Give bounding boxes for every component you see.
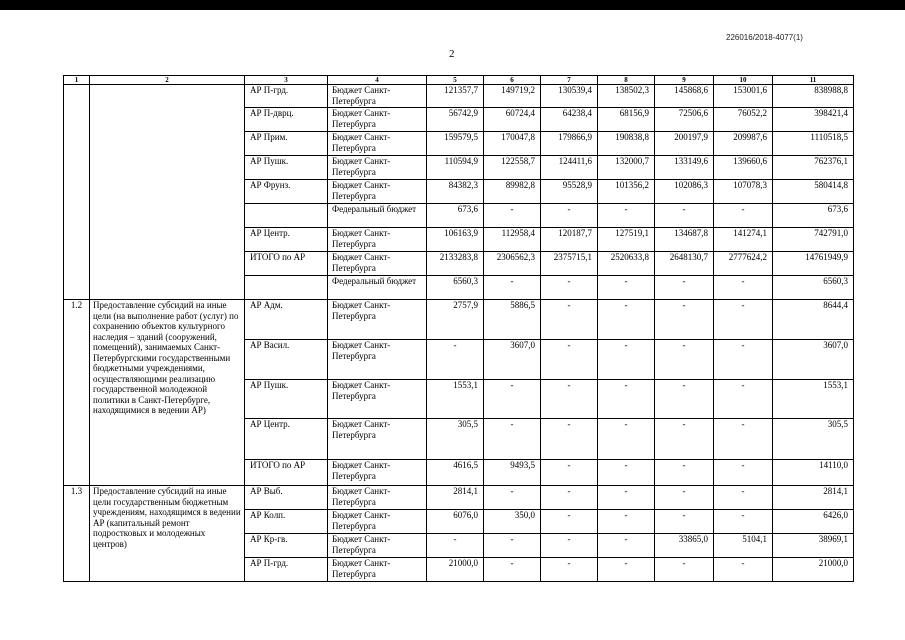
table-row: [64, 486, 854, 510]
year-value: -: [714, 380, 773, 419]
year-value: -: [598, 460, 655, 486]
table-row: [64, 85, 854, 108]
year-value: 170047,8: [484, 132, 541, 156]
funding-source: Федеральный бюджет: [328, 204, 427, 228]
year-value: -: [541, 276, 598, 300]
district-name: [245, 276, 328, 300]
total-value: 305,5: [773, 419, 854, 460]
total-value: 6560,3: [773, 276, 854, 300]
year-value: -: [598, 419, 655, 460]
district-name: АР П-грд.: [245, 558, 328, 582]
year-value: -: [714, 419, 773, 460]
funding-source: Бюджет Санкт-Петербурга: [328, 340, 427, 380]
year-value: -: [427, 340, 484, 380]
year-value: 145868,6: [655, 85, 714, 108]
district-name: АР Центр.: [245, 228, 328, 252]
year-value: 106163,9: [427, 228, 484, 252]
funding-source: Федеральный бюджет: [328, 276, 427, 300]
funding-source: Бюджет Санкт-Петербурга: [328, 300, 427, 340]
year-value: 2777624,2: [714, 252, 773, 276]
total-value: 838988,8: [773, 85, 854, 108]
year-value: 153001,6: [714, 85, 773, 108]
table-row: [64, 300, 854, 340]
funding-source: Бюджет Санкт-Петербурга: [328, 558, 427, 582]
year-value: 127519,1: [598, 228, 655, 252]
col-header: 5: [427, 76, 484, 85]
year-value: -: [541, 558, 598, 582]
district-name: АР П-дврц.: [245, 108, 328, 132]
year-value: -: [541, 510, 598, 534]
year-value: 33865,0: [655, 534, 714, 558]
year-value: -: [714, 510, 773, 534]
col-header: 2: [90, 76, 245, 85]
year-value: -: [484, 558, 541, 582]
funding-source: Бюджет Санкт-Петербурга: [328, 228, 427, 252]
year-value: -: [541, 460, 598, 486]
year-value: -: [655, 460, 714, 486]
total-value: 14761949,9: [773, 252, 854, 276]
top-border-bar: [0, 0, 905, 10]
funding-source: Бюджет Санкт-Петербурга: [328, 419, 427, 460]
col-header: 9: [655, 76, 714, 85]
year-value: -: [598, 276, 655, 300]
total-value: 8644,4: [773, 300, 854, 340]
year-value: -: [714, 276, 773, 300]
year-value: -: [541, 534, 598, 558]
col-header: 7: [541, 76, 598, 85]
year-value: 112958,4: [484, 228, 541, 252]
year-value: 139660,6: [714, 156, 773, 180]
year-value: 209987,6: [714, 132, 773, 156]
year-value: 95528,9: [541, 180, 598, 204]
document-number: 226016/2018-4077(1): [726, 33, 803, 42]
total-value: 21000,0: [773, 558, 854, 582]
year-value: 350,0: [484, 510, 541, 534]
funding-source: Бюджет Санкт-Петербурга: [328, 252, 427, 276]
funding-source: Бюджет Санкт-Петербурга: [328, 460, 427, 486]
year-value: 2133283,8: [427, 252, 484, 276]
year-value: -: [714, 340, 773, 380]
year-value: 124411,6: [541, 156, 598, 180]
total-value: 580414,8: [773, 180, 854, 204]
total-value: 14110,0: [773, 460, 854, 486]
funding-source: Бюджет Санкт-Петербурга: [328, 486, 427, 510]
district-name: АР П-грд.: [245, 85, 328, 108]
year-value: 60724,4: [484, 108, 541, 132]
year-value: -: [655, 486, 714, 510]
total-value: 6426,0: [773, 510, 854, 534]
col-header: 11: [773, 76, 854, 85]
year-value: -: [598, 380, 655, 419]
district-name: АР Кр-гв.: [245, 534, 328, 558]
year-value: -: [655, 300, 714, 340]
district-name: АР Васил.: [245, 340, 328, 380]
year-value: 5104,1: [714, 534, 773, 558]
district-name: ИТОГО по АР: [245, 252, 328, 276]
activity-description: Предоставление субсидий на иные цели (на выполнение работ (услуг) по сохранению объектов культурного наследия – зданий (сооружений, помещений), занимаемых Санкт-Петербургскими государственными бюджетными учреждениями, осуществляющими реализацию государственной молодежной политики в Санкт-Петербурге, находящимися в ведении АР): [90, 300, 245, 486]
year-value: 102086,3: [655, 180, 714, 204]
funding-source: Бюджет Санкт-Петербурга: [328, 534, 427, 558]
total-value: 398421,4: [773, 108, 854, 132]
col-header: 8: [598, 76, 655, 85]
activity-description: Предоставление субсидий на иные цели государственным бюджетным учреждениям, находящимся в ведении АР (капитальный ремонт подростковых и молодежных центров): [90, 486, 245, 582]
year-value: 305,5: [427, 419, 484, 460]
funding-source: Бюджет Санкт-Петербурга: [328, 156, 427, 180]
year-value: -: [655, 204, 714, 228]
year-value: 5886,5: [484, 300, 541, 340]
funding-source: Бюджет Санкт-Петербурга: [328, 180, 427, 204]
district-name: АР Адм.: [245, 300, 328, 340]
funding-source: Бюджет Санкт-Петербурга: [328, 380, 427, 419]
year-value: -: [655, 558, 714, 582]
year-value: -: [484, 486, 541, 510]
year-value: -: [541, 340, 598, 380]
year-value: 190838,8: [598, 132, 655, 156]
year-value: -: [714, 460, 773, 486]
funding-source: Бюджет Санкт-Петербурга: [328, 510, 427, 534]
year-value: 6076,0: [427, 510, 484, 534]
year-value: 673,6: [427, 204, 484, 228]
total-value: 762376,1: [773, 156, 854, 180]
funding-source: Бюджет Санкт-Петербурга: [328, 132, 427, 156]
year-value: 2306562,3: [484, 252, 541, 276]
year-value: 56742,9: [427, 108, 484, 132]
year-value: 1553,1: [427, 380, 484, 419]
activity-description: [90, 85, 245, 300]
year-value: -: [598, 534, 655, 558]
total-value: 3607,0: [773, 340, 854, 380]
district-name: АР Колп.: [245, 510, 328, 534]
budget-table: [63, 75, 854, 582]
total-value: 1110518,5: [773, 132, 854, 156]
year-value: 121357,7: [427, 85, 484, 108]
year-value: 138502,3: [598, 85, 655, 108]
year-value: -: [427, 534, 484, 558]
year-value: 9493,5: [484, 460, 541, 486]
year-value: 2648130,7: [655, 252, 714, 276]
year-value: -: [541, 204, 598, 228]
year-value: -: [714, 300, 773, 340]
district-name: [245, 204, 328, 228]
total-value: 38969,1: [773, 534, 854, 558]
year-value: 200197,9: [655, 132, 714, 156]
year-value: 21000,0: [427, 558, 484, 582]
year-value: 68156,9: [598, 108, 655, 132]
year-value: 110594,9: [427, 156, 484, 180]
district-name: АР Фрунз.: [245, 180, 328, 204]
year-value: 149719,2: [484, 85, 541, 108]
year-value: 132000,7: [598, 156, 655, 180]
year-value: -: [714, 486, 773, 510]
year-value: -: [541, 486, 598, 510]
year-value: 107078,3: [714, 180, 773, 204]
district-name: АР Выб.: [245, 486, 328, 510]
page-number: 2: [449, 48, 455, 60]
district-name: АР Центр.: [245, 419, 328, 460]
col-header: 1: [64, 76, 90, 85]
column-number-row: [64, 76, 854, 85]
year-value: -: [655, 340, 714, 380]
year-value: 4616,5: [427, 460, 484, 486]
year-value: 130539,4: [541, 85, 598, 108]
col-header: 10: [714, 76, 773, 85]
year-value: -: [655, 276, 714, 300]
year-value: -: [598, 340, 655, 380]
year-value: -: [655, 419, 714, 460]
year-value: -: [541, 380, 598, 419]
year-value: 2375715,1: [541, 252, 598, 276]
funding-source: Бюджет Санкт-Петербурга: [328, 108, 427, 132]
district-name: АР Пушк.: [245, 156, 328, 180]
year-value: -: [655, 380, 714, 419]
year-value: -: [541, 419, 598, 460]
year-value: 6560,3: [427, 276, 484, 300]
year-value: 84382,3: [427, 180, 484, 204]
year-value: 2520633,8: [598, 252, 655, 276]
year-value: 101356,2: [598, 180, 655, 204]
total-value: 673,6: [773, 204, 854, 228]
year-value: -: [484, 534, 541, 558]
col-header: 3: [245, 76, 328, 85]
col-header: 6: [484, 76, 541, 85]
year-value: 76052,2: [714, 108, 773, 132]
district-name: ИТОГО по АР: [245, 460, 328, 486]
year-value: 64238,4: [541, 108, 598, 132]
row-number-cell: [64, 85, 90, 300]
year-value: 159579,5: [427, 132, 484, 156]
year-value: -: [484, 276, 541, 300]
year-value: 89982,8: [484, 180, 541, 204]
year-value: -: [484, 380, 541, 419]
year-value: 179866,9: [541, 132, 598, 156]
year-value: -: [598, 558, 655, 582]
year-value: 120187,7: [541, 228, 598, 252]
year-value: 2814,1: [427, 486, 484, 510]
year-value: 122558,7: [484, 156, 541, 180]
total-value: 1553,1: [773, 380, 854, 419]
year-value: -: [598, 486, 655, 510]
year-value: -: [714, 204, 773, 228]
year-value: 134687,8: [655, 228, 714, 252]
year-value: 72506,6: [655, 108, 714, 132]
year-value: -: [598, 300, 655, 340]
year-value: -: [655, 510, 714, 534]
total-value: 2814,1: [773, 486, 854, 510]
total-value: 742791,0: [773, 228, 854, 252]
year-value: -: [484, 204, 541, 228]
district-name: АР Прим.: [245, 132, 328, 156]
funding-source: Бюджет Санкт-Петербурга: [328, 85, 427, 108]
district-name: АР Пушк.: [245, 380, 328, 419]
year-value: 141274,1: [714, 228, 773, 252]
year-value: -: [714, 558, 773, 582]
year-value: -: [598, 510, 655, 534]
year-value: -: [598, 204, 655, 228]
row-number-cell: 1.2: [64, 300, 90, 486]
year-value: 2757,9: [427, 300, 484, 340]
year-value: 133149,6: [655, 156, 714, 180]
col-header: 4: [328, 76, 427, 85]
year-value: 3607,0: [484, 340, 541, 380]
year-value: -: [484, 419, 541, 460]
year-value: -: [541, 300, 598, 340]
row-number-cell: 1.3: [64, 486, 90, 582]
